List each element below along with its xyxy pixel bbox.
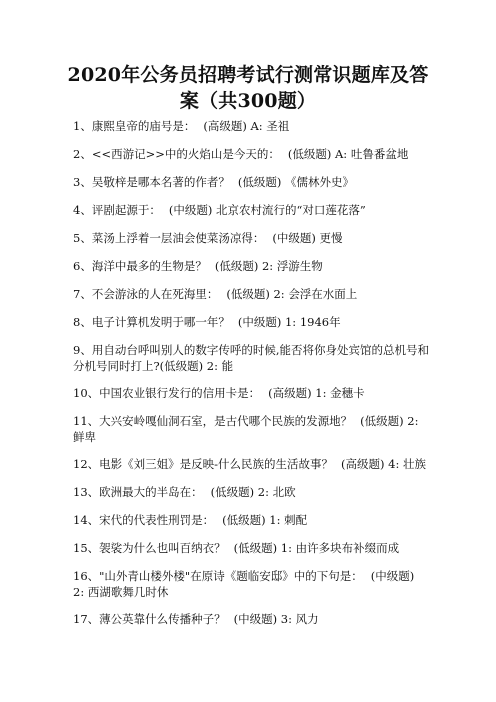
question-tag: (低级题) 2: (214, 259, 274, 273)
question-item (73, 174, 429, 190)
question-item (73, 568, 429, 600)
question-item (73, 484, 429, 500)
question-text: 9、用自动台呼叫别人的数字传呼的时候,能否将你身处宾馆的总机号和分机号同时打上? (73, 343, 429, 373)
question-text: 14、宋代的代表性刑罚是： (73, 513, 215, 527)
question-item (73, 512, 429, 528)
question-tag: (中级题) 1: (237, 315, 297, 329)
question-text: 17、薄公英靠什么传播种子？ (73, 612, 226, 626)
question-list (73, 118, 429, 639)
question-item (73, 146, 429, 162)
question-answer: 鲜卑 (73, 430, 96, 444)
question-item (73, 413, 429, 445)
question-answer: 壮族 (403, 457, 427, 471)
question-text: 3、吴敬梓是哪本名著的作者？ (73, 175, 230, 189)
question-answer: 1946年 (299, 315, 341, 329)
question-answer: 《儒林外史》 (284, 175, 354, 189)
question-answer: 更慢 (319, 231, 343, 245)
question-answer: 北欧 (272, 485, 296, 499)
question-tag: (低级题) 1: (233, 541, 292, 555)
question-tag: (高级题) A: (203, 119, 263, 133)
question-item (73, 611, 429, 627)
question-tag: (低级题) (237, 175, 282, 189)
question-item (73, 202, 429, 218)
question-item (73, 230, 429, 246)
question-answer: 风力 (295, 612, 319, 626)
question-tag: (中级题) (168, 203, 213, 217)
question-text: 12、电影《刘三姐》是反映-什么民族的生活故事？ (73, 457, 334, 471)
title-line-1: 2020年公务员招聘考试行测常识题库及答 (67, 64, 429, 86)
question-tag: (低级题) 2: (226, 287, 285, 301)
question-item (73, 286, 429, 302)
question-tag: (中级题) 2: (73, 569, 415, 599)
question-text: 15、袈裟为什么也叫百纳衣？ (73, 541, 226, 555)
document-title (60, 62, 436, 114)
question-text: 10、中国农业银行发行的信用卡是： (73, 386, 261, 400)
question-item (73, 258, 429, 274)
question-tag: (中级题) (272, 231, 316, 245)
question-item (73, 456, 429, 472)
question-text: 1、康熙皇帝的庙号是： (73, 119, 196, 133)
question-tag: (低级题) 1: (222, 513, 281, 527)
question-tag: (低级题) A: (287, 147, 348, 161)
question-answer: 圣祖 (266, 119, 290, 133)
question-answer: 能 (221, 359, 234, 373)
question-text: 4、评剧起源于： (73, 203, 161, 217)
question-item (73, 342, 429, 374)
question-tag: (高级题) 1: (268, 386, 327, 400)
question-answer: 金穗卡 (330, 386, 365, 400)
question-answer: 由许多块布补缀而成 (295, 541, 400, 555)
question-item (73, 540, 429, 556)
question-tag: (低级题) 2: (159, 359, 218, 373)
question-text: 5、菜汤上浮着一层油会使菜汤凉得： (73, 231, 265, 245)
question-tag: (低级题) 2: (210, 485, 269, 499)
question-text: 16、"山外青山楼外楼"在原诗《题临安邸》中的下句是： (73, 569, 363, 583)
question-text: 13、欧洲最大的半岛在： (73, 485, 203, 499)
question-answer: 刺配 (284, 513, 308, 527)
question-tag: (高级题) 4: (341, 457, 400, 471)
question-item (73, 118, 429, 134)
question-tag: (低级题) 2: (360, 414, 419, 428)
question-text: 6、海洋中最多的生物是？ (73, 259, 207, 273)
question-tag: (中级题) 3: (233, 612, 292, 626)
question-text: 8、电子计算机发明于哪一年？ (73, 315, 230, 329)
question-answer: 西湖歌舞几时休 (87, 585, 169, 599)
question-item (73, 385, 429, 401)
question-answer: 北京农村流行的“对口莲花落” (215, 203, 366, 217)
question-answer: 会浮在水面上 (288, 287, 358, 301)
question-answer: 浮游生物 (276, 259, 323, 273)
question-text: 7、不会游泳的人在死海里： (73, 287, 219, 301)
question-text: 2、<<西游记>>中的火焰山是今天的： (73, 147, 280, 161)
question-item (73, 314, 429, 330)
title-line-2: 案（共300题） (179, 90, 317, 112)
question-answer: 吐鲁番盆地 (350, 147, 409, 161)
question-text: 11、大兴安岭嘎仙洞石室，是古代哪个民族的发源地？ (73, 414, 353, 428)
